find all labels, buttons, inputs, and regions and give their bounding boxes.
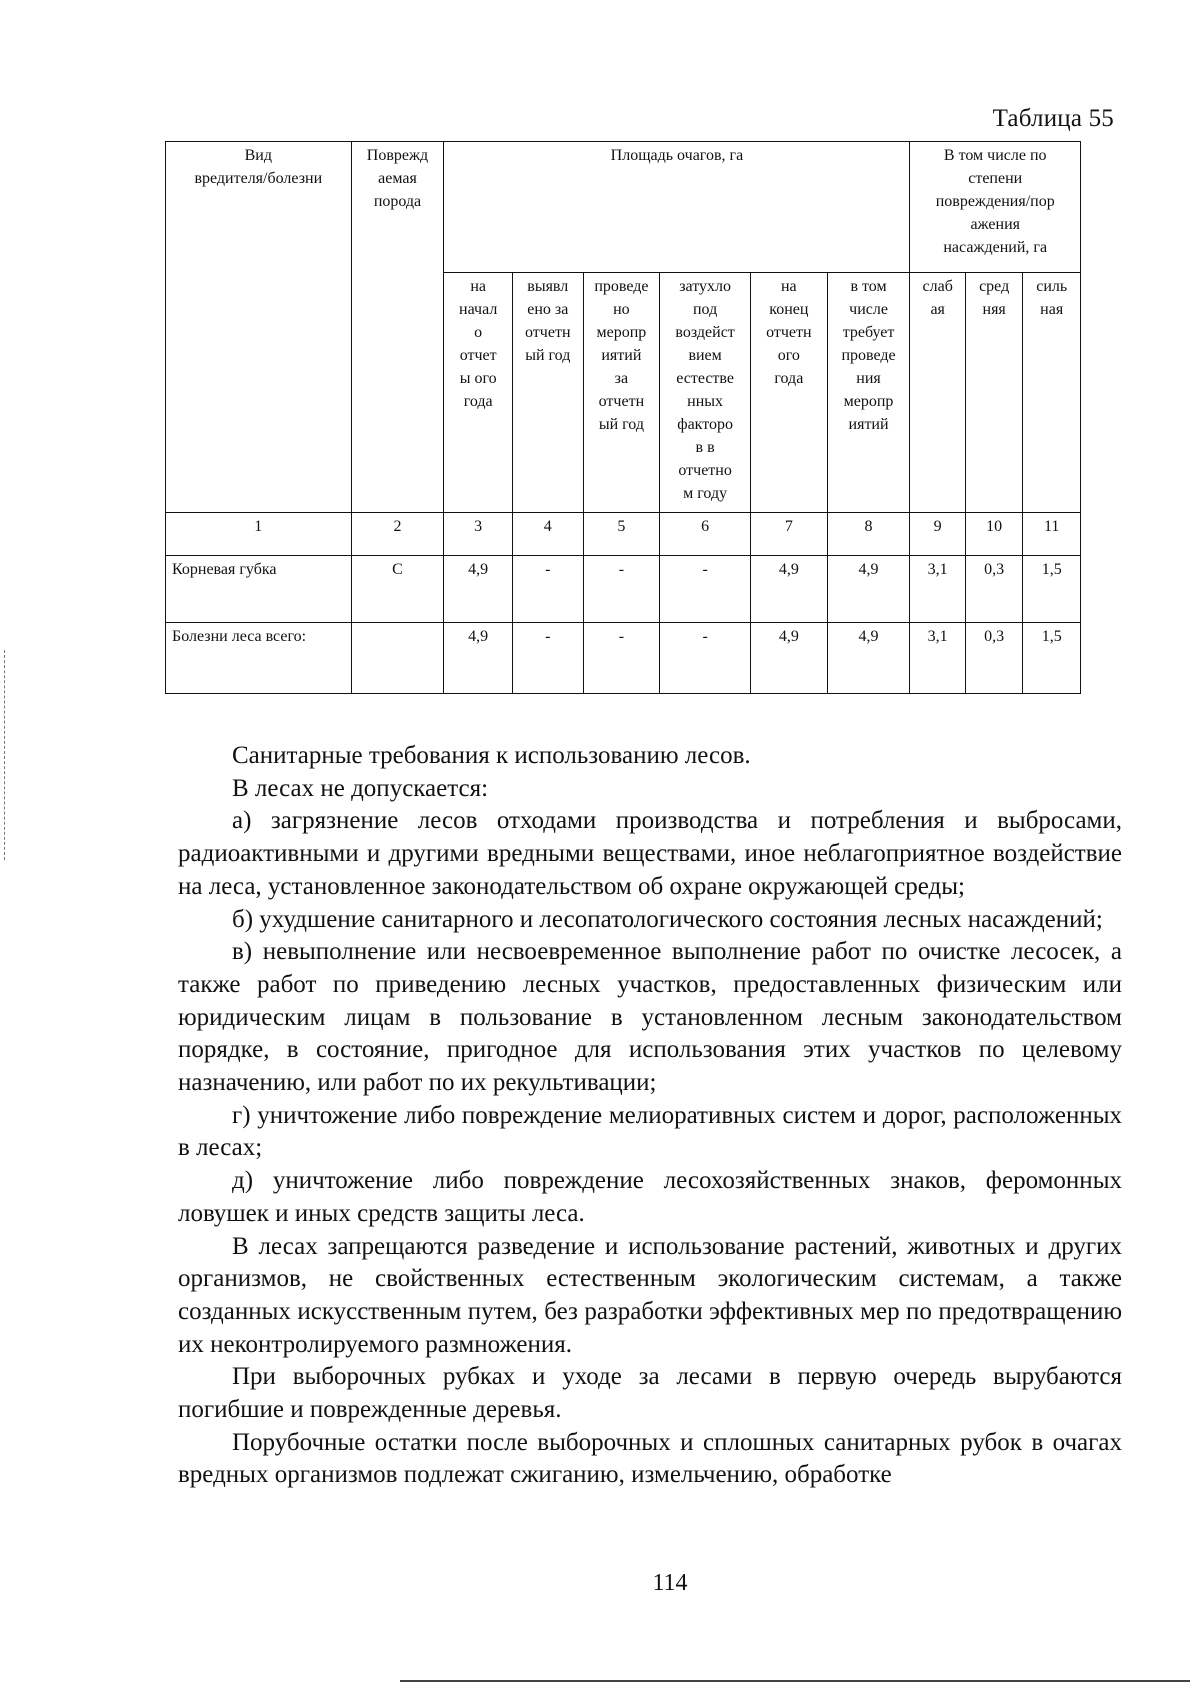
table-cell: -: [512, 556, 583, 623]
table-cell: 1,5: [1023, 556, 1081, 623]
paragraph: Санитарные требования к использованию лесов.: [232, 742, 751, 769]
column-number: 3: [444, 513, 513, 556]
table-cell: 4,9: [444, 556, 513, 623]
table-header-row: [166, 142, 1081, 273]
scan-bottom-line: [400, 1680, 1190, 1682]
table-cell: -: [660, 556, 751, 623]
paragraph: в) невыполнение или несвоевременное выполнение работ по очистке лесосек, а также работ по приведению лесных участков, предоставленных физическим или юридическим лицам в пользование в установленном лесным законодательством порядке, в состояние, пригодное для использования этих участков по целевому назначению, или работ по их рекультивации;: [178, 938, 1122, 1097]
table-caption: Таблица 55: [992, 105, 1114, 132]
subheader-cell: сред няя: [965, 273, 1022, 513]
header-species: Поврежд аемая порода: [351, 142, 444, 513]
table-cell: 0,3: [965, 556, 1022, 623]
table-cell: С: [351, 556, 444, 623]
paragraph: б) ухудшение санитарного и лесопатологического состояния лесных насаждений;: [232, 905, 1103, 933]
table-column-numbers-row: [166, 513, 1081, 556]
column-number: 5: [583, 513, 660, 556]
subheader-cell: на начал о отчет ы ого года: [444, 273, 513, 513]
table-cell: 4,9: [751, 623, 828, 694]
table-cell: 3,1: [910, 623, 965, 694]
subheader-cell: силь ная: [1023, 273, 1081, 513]
table-cell: 3,1: [910, 556, 965, 623]
column-number: 4: [512, 513, 583, 556]
table-cell: 0,3: [965, 623, 1022, 694]
subheader-cell: слаб ая: [910, 273, 965, 513]
scan-margin-mark: [4, 650, 6, 860]
column-number: 2: [351, 513, 444, 556]
table-cell: [351, 623, 444, 694]
paragraph: В лесах не допускается:: [232, 774, 489, 802]
table-cell: 1,5: [1023, 623, 1081, 694]
header-degree: В том числе по степени повреждения/пор ажения насаждений, га: [910, 142, 1081, 273]
column-number: 11: [1023, 513, 1081, 556]
column-number: 9: [910, 513, 965, 556]
column-number: 6: [660, 513, 751, 556]
subheader-cell: затухло под воздейст вием естестве нных факторо в в отчетно м году: [660, 273, 751, 513]
paragraph: Порубочные остатки после выборочных и сплошных санитарных рубок в очагах вредных организмов подлежат сжиганию, измельчению, обработке: [178, 1428, 1122, 1489]
table-cell: 4,9: [444, 623, 513, 694]
table-row-total: [166, 623, 1081, 694]
table-cell: Корневая губка: [166, 556, 352, 623]
column-number: 10: [965, 513, 1022, 556]
forest-pest-table: [165, 141, 1081, 694]
table-cell: Болезни леса всего:: [166, 623, 352, 694]
table-cell: -: [583, 556, 660, 623]
subheader-cell: выявл ено за отчетн ый год: [512, 273, 583, 513]
header-area: Площадь очагов, га: [444, 142, 910, 273]
body-text: [178, 740, 1122, 1492]
table-cell: -: [583, 623, 660, 694]
subheader-cell: в том числе требует проведе ния меропр иятий: [827, 273, 910, 513]
column-number: 8: [827, 513, 910, 556]
page-number: 114: [652, 1570, 688, 1596]
table-cell: 4,9: [827, 623, 910, 694]
table-cell: 4,9: [751, 556, 828, 623]
subheader-cell: на конец отчетн ого года: [751, 273, 828, 513]
column-number: 7: [751, 513, 828, 556]
paragraph: а) загрязнение лесов отходами производства и потребления и выбросами, радиоактивными и другими вредными веществами, иное неблагоприятное воздействие на леса, установленное законодательством об охране окружающей среды;: [178, 807, 1122, 900]
paragraph: В лесах запрещаются разведение и использование растений, животных и других организмов, не свойственных естественным экологическим системам, а также созданных искусственным путем, без разработки эффективных мер по предотвращению их неконтролируемого размножения.: [178, 1232, 1122, 1358]
paragraph: д) уничтожение либо повреждение лесохозяйственных знаков, феромонных ловушек и иных средств защиты леса.: [178, 1167, 1122, 1227]
table-cell: -: [512, 623, 583, 694]
table-cell: 4,9: [827, 556, 910, 623]
table-row: [166, 556, 1081, 623]
column-number: 1: [166, 513, 352, 556]
paragraph: При выборочных рубках и уходе за лесами в первую очередь вырубаются погибшие и поврежденные деревья.: [178, 1363, 1122, 1424]
subheader-cell: проведе но меропр иятий за отчетн ый год: [583, 273, 660, 513]
paragraph: г) уничтожение либо повреждение мелиоративных систем и дорог, расположенных в лесах;: [178, 1101, 1122, 1162]
table-cell: -: [660, 623, 751, 694]
header-pest: Вид вредителя/болезни: [166, 142, 352, 513]
